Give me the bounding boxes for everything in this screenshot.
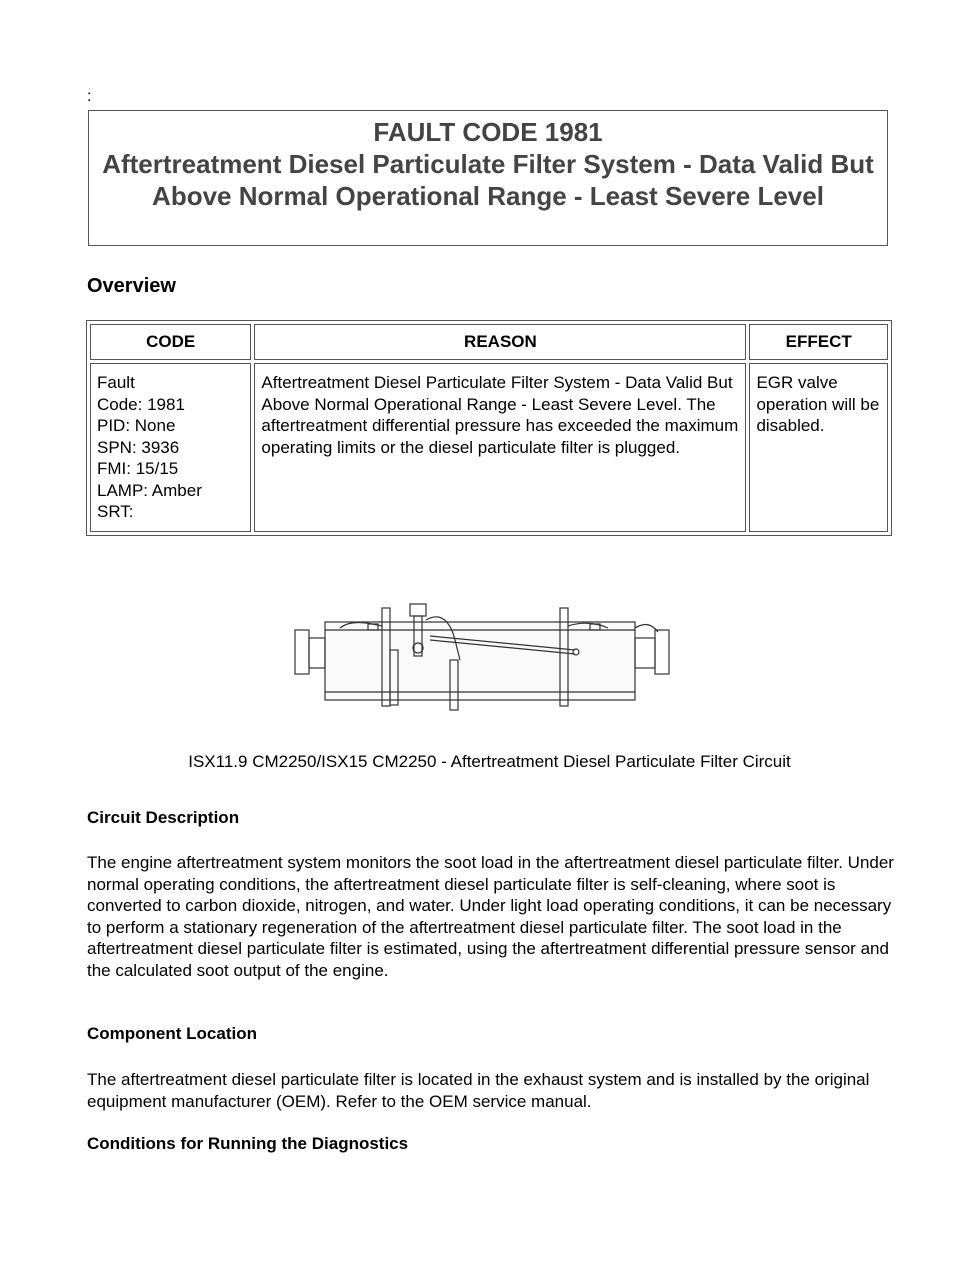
figure-caption: ISX11.9 CM2250/ISX15 CM2250 - Aftertreatment Diesel Particulate Filter Circuit [188,752,791,771]
code-line: SPN: 3936 [97,437,180,457]
header-effect: EFFECT [749,324,888,360]
table-header-row [90,324,888,360]
code-line: FMI: 15/15 [97,459,179,478]
component-location-text: The aftertreatment diesel particulate filter is located in the exhaust system and is installed by the original equipment manufacturer (OEM). Refer to the OEM service manual. [87,1070,870,1111]
effect-cell: EGR valve operation will be disabled. [749,363,888,532]
table-row [90,363,888,532]
fault-code-title: FAULT CODE 1981 [373,117,603,147]
code-line: Fault [97,373,135,392]
header-code: CODE [90,324,251,360]
reason-cell: Aftertreatment Diesel Particulate Filter System - Data Valid But Above Normal Operational Range - Least Severe Level. The aftertreatment differential pressure has exceeded the maximum operating limits or the diesel particulate filter is plugged. [254,363,746,532]
title-box [88,110,888,246]
overview-heading: Overview [87,275,176,297]
aftertreatment-circuit-diagram [290,600,690,750]
fault-code-table [86,320,892,536]
code-line: PID: None [97,416,176,435]
code-cell [90,363,251,532]
code-line: Code: 1981 [97,394,185,414]
component-location-heading: Component Location [87,1024,257,1043]
code-line: LAMP: Amber [97,480,202,500]
header-reason: REASON [254,324,746,360]
circuit-description-heading: Circuit Description [87,808,240,827]
code-line: SRT: [97,502,134,521]
fault-code-description: Aftertreatment Diesel Particulate Filter System - Data Valid But Above Normal Operational Range - Least Severe Level [102,149,874,211]
page-prefix: : [87,88,92,105]
conditions-heading: Conditions for Running the Diagnostics [87,1134,409,1153]
circuit-description-text: The engine aftertreatment system monitors the soot load in the aftertreatment diesel particulate filter. Under normal operating conditions, the aftertreatment diesel particulate filter is self-cleaning, where soot is converted to carbon dioxide, nitrogen, and water. Under light load operating conditions, it can be necessary to perform a stationary regeneration of the aftertreatment diesel particulate filter. The soot load in the aftertreatment diesel particulate filter is estimated, using the aftertreatment differential pressure sensor and the calculated soot output of the engine. [87,853,894,980]
